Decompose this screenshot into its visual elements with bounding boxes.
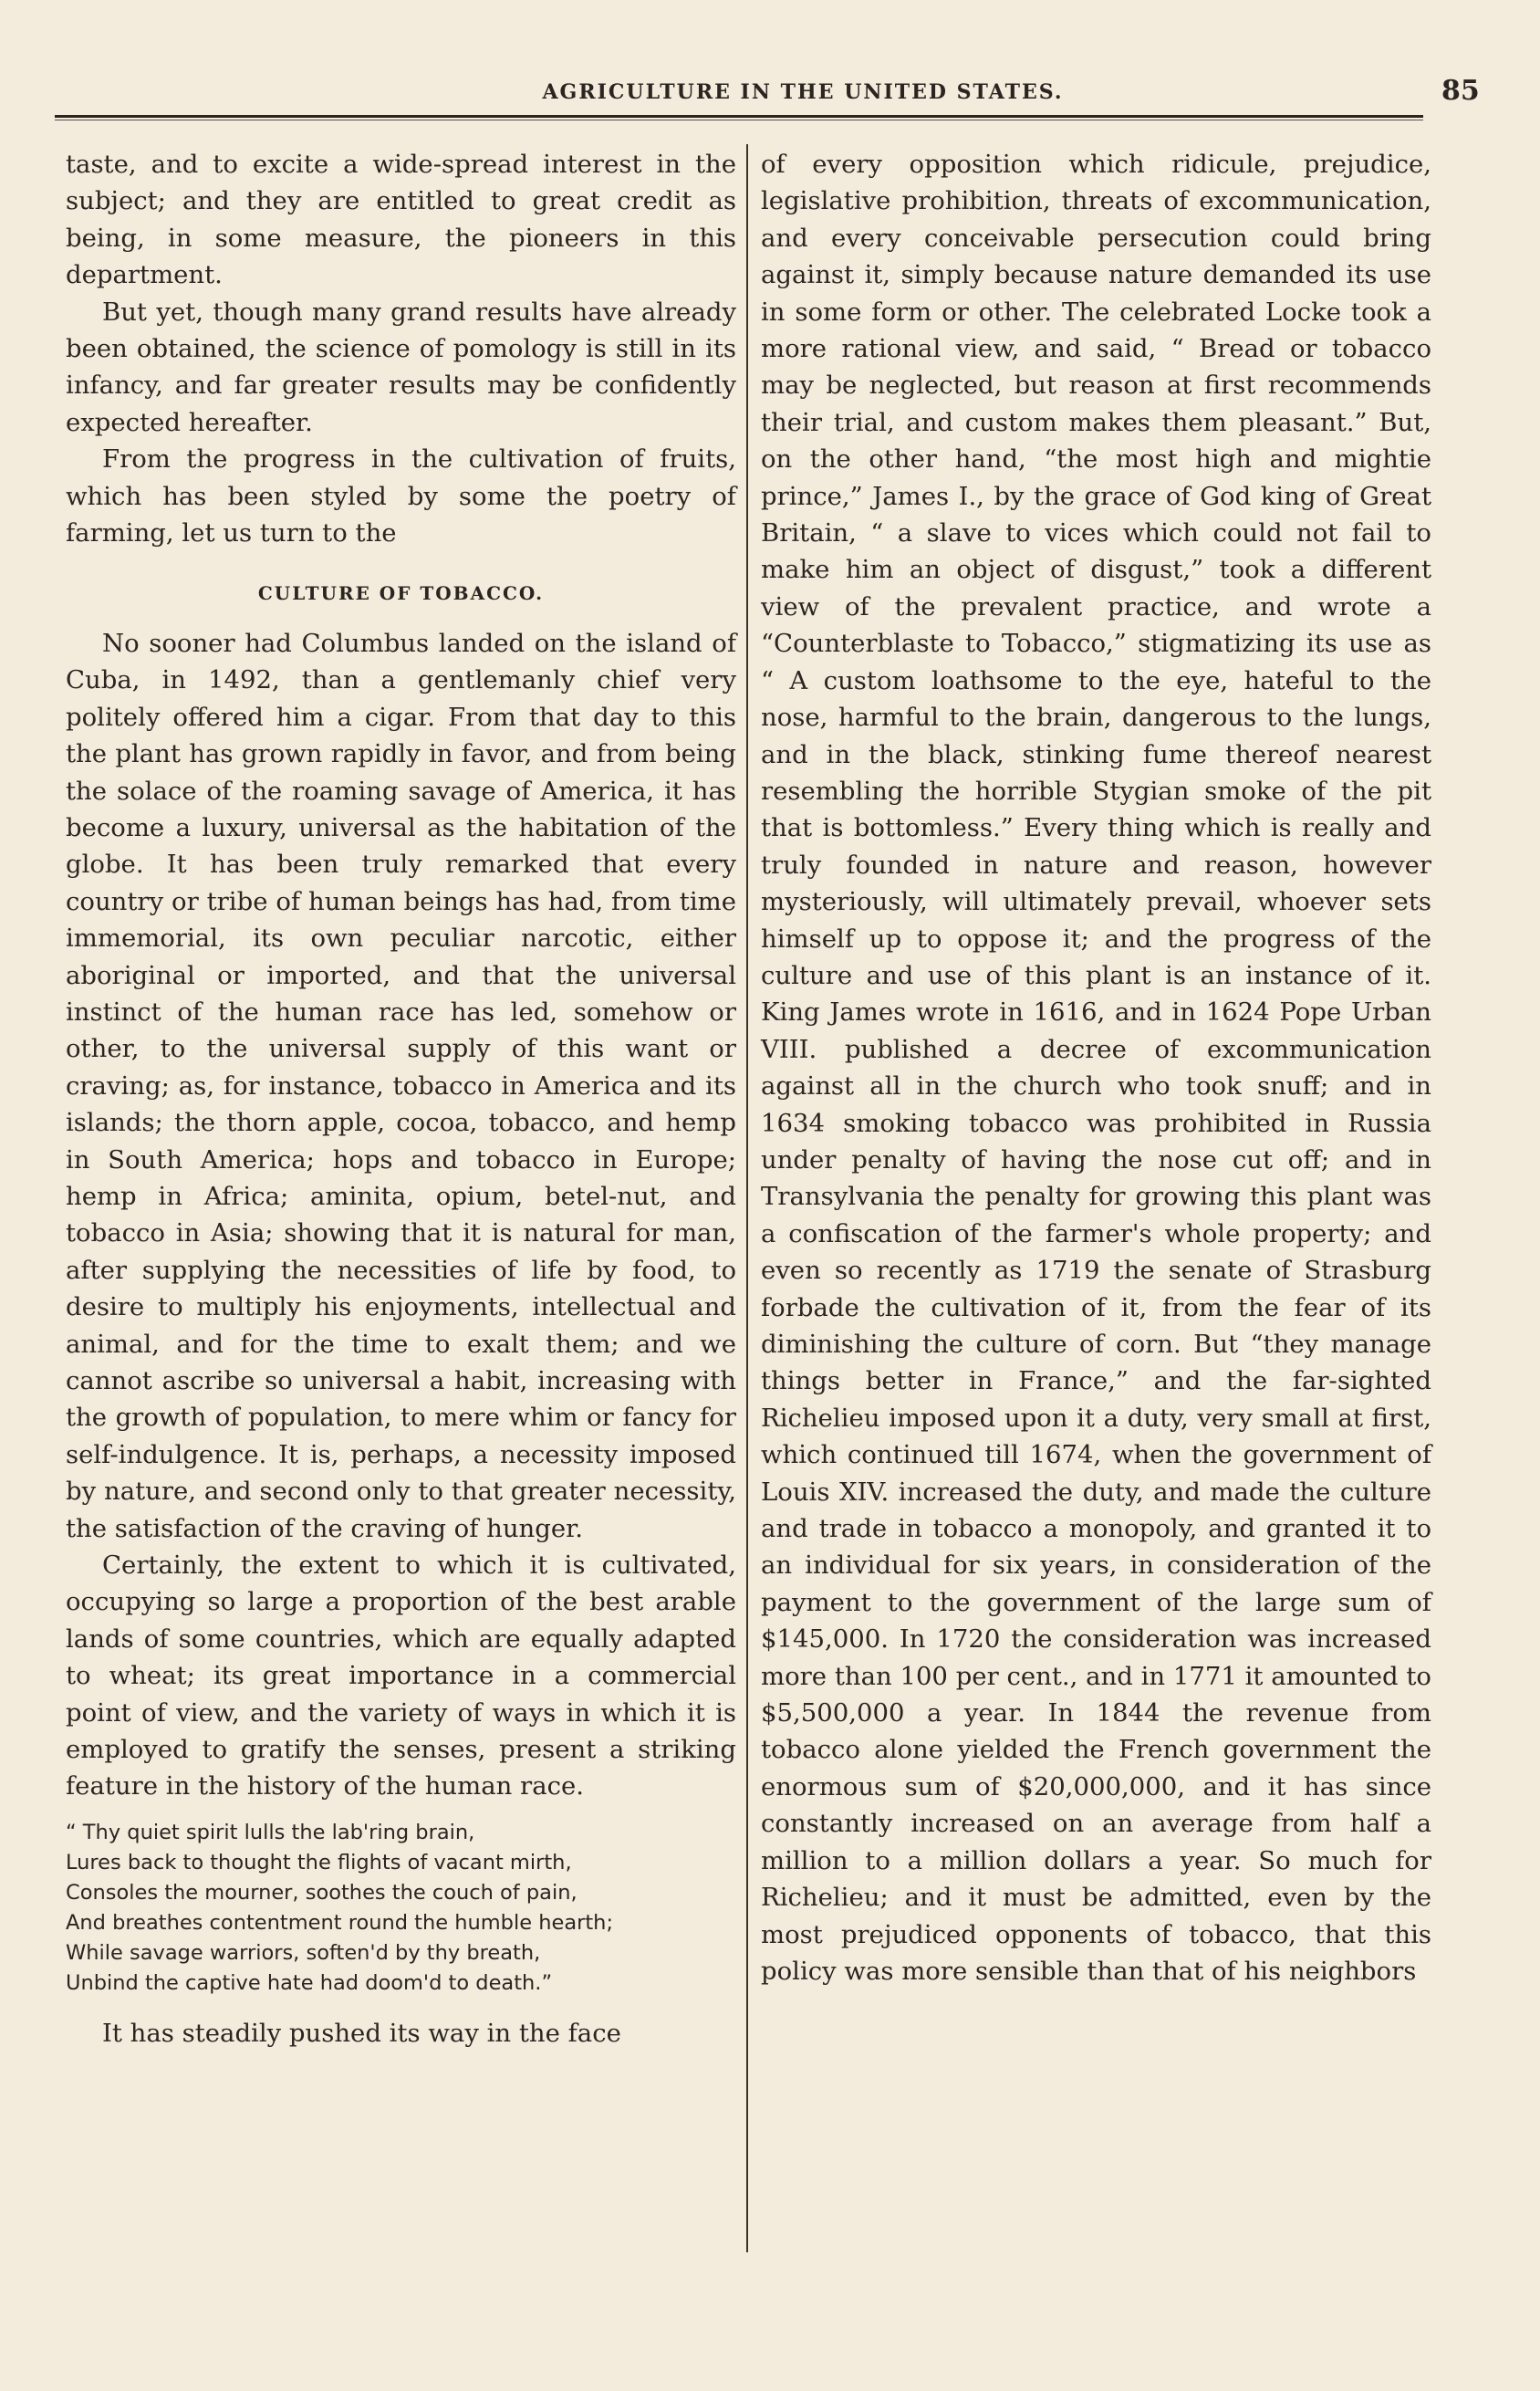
poem-line: And breathes contentment round the humble hearth; [66,1910,614,1935]
running-head [55,75,1480,111]
right-column [761,146,1431,1989]
paragraph: No sooner had Columbus landed on the island of Cuba, in 1492, than a gentlemanly chief very politely offered him a cigar. From that day to this the plant has grown rapidly in favor, and from being the solace of the roaming savage of America, it has become a luxury, universal as the habitation of the globe. It has been truly remarked that every country or tribe of human beings has had, from time immemorial, its own peculiar narcotic, either aboriginal or imported, and that the universal instinct of the human race has led, somehow or other, to the universal supply of this want or craving; as, for instance, tobacco in America and its islands; the thorn apple, cocoa, tobacco, and hemp in South America; hops and tobacco in Europe; hemp in Africa; aminita, opium, betel-nut, and tobacco in Asia; showing that it is natural for man, after supplying the necessities of life by food, to desire to multiply his enjoyments, intellectual and animal, and for the time to exalt them; and we cannot ascribe so universal a habit, increasing with the growth of population, to mere whim or fancy for self-indulgence. It is, perhaps, a necessity imposed by nature, and second only to that greater necessity, the satisfaction of the craving of hunger. [66,628,736,1543]
column-divider [746,144,748,2252]
poem-quotation [66,1818,736,1999]
left-column [66,146,736,2052]
page-number: 85 [1441,75,1480,107]
paragraph: Certainly, the extent to which it is cultivated, occupying so large a proportion of the best arable lands of some countries, which are equally adapted to wheat; its great importance in a commercial point of view, and the variety of ways in which it is employed to gratify the senses, present a striking feature in the history of the human race. [66,1550,736,1801]
paragraph: From the progress in the cultivation of fruits, which has been styled by some the poetry of farming, let us turn to the [66,444,736,548]
paragraph: taste, and to excite a wide-spread interest in the subject; and they are entitled to great credit as being, in some measure, the pioneers in this department. [66,150,736,290]
paragraph: But yet, though many grand results have already been obtained, the science of pomology is still in its infancy, and far greater results may be confidently expected hereafter. [66,297,736,437]
paragraph: It has steadily pushed its way in the face [102,2018,621,2048]
poem-line: Lures back to thought the flights of vacant mirth, [66,1850,572,1874]
running-title: AGRICULTURE IN THE UNITED STATES. [542,80,1064,104]
header-rule [55,115,1423,118]
poem-line: Consoles the mourner, soothes the couch of pain, [66,1880,578,1905]
poem-line: While savage warriors, soften'd by thy breath, [66,1940,541,1965]
paragraph: of every opposition which ridicule, prejudice, legislative prohibition, threats of excommunication, and every conceivable persecution could bring against it, simply because nature demanded its use in some form or other. The celebrated Locke took a more rational view, and said, “ Bread or tobacco may be neglected, but reason at first recommends their trial, and custom makes them pleasant.” But, on the other hand, “the most high and mightie prince,” James I., by the grace of God king of Great Britain, “ a slave to vices which could not fail to make him an object of disgust,” took a different view of the prevalent practice, and wrote a “Counterblaste to Tobacco,” stigmatizing its use as “ A custom loathsome to the eye, hateful to the nose, harmful to the brain, dangerous to the lungs, and in the black, stinking fume thereof nearest resembling the horrible Stygian smoke of the pit that is bottomless.” Every thing which is really and truly founded in nature and reason, however mysteriously, will ultimately prevail, whoever sets himself up to oppose it; and the progress of the culture and use of this plant is an instance of it. King James wrote in 1616, and in 1624 Pope Urban VIII. published a decree of excommunication against all in the church who took snuff; and in 1634 smoking tobacco was prohibited in Russia under penalty of having the nose cut off; and in Transylvania the penalty for growing this plant was a confiscation of the farmer's whole property; and even so recently as 1719 the senate of Strasburg forbade the cultivation of it, from the fear of its diminishing the culture of corn. But “they manage things better in France,” and the far-sighted Richelieu imposed upon it a duty, very small at first, which continued till 1674, when the government of Louis XIV. increased the duty, and made the culture and trade in tobacco a monopoly, and granted it to an individual for six years, in consideration of the payment to the government of the large sum of $145,000. In 1720 the consideration was increased more than 100 per cent., and in 1771 it amounted to $5,500,000 a year. In 1844 the revenue from tobacco alone yielded the French government the enormous sum of $20,000,000, and it has since constantly increased on an average from half a million to a million dollars a year. So much for Richelieu; and it must be admitted, even by the most prejudiced opponents of tobacco, that this policy was more sensible than that of his neighbors [761,150,1431,1986]
poem-line: “ Thy quiet spirit lulls the lab'ring brain, [66,1820,475,1844]
section-heading: CULTURE OF TOBACCO. [257,582,545,605]
poem-line: Unbind the captive hate had doom'd to death.” [66,1970,553,1995]
